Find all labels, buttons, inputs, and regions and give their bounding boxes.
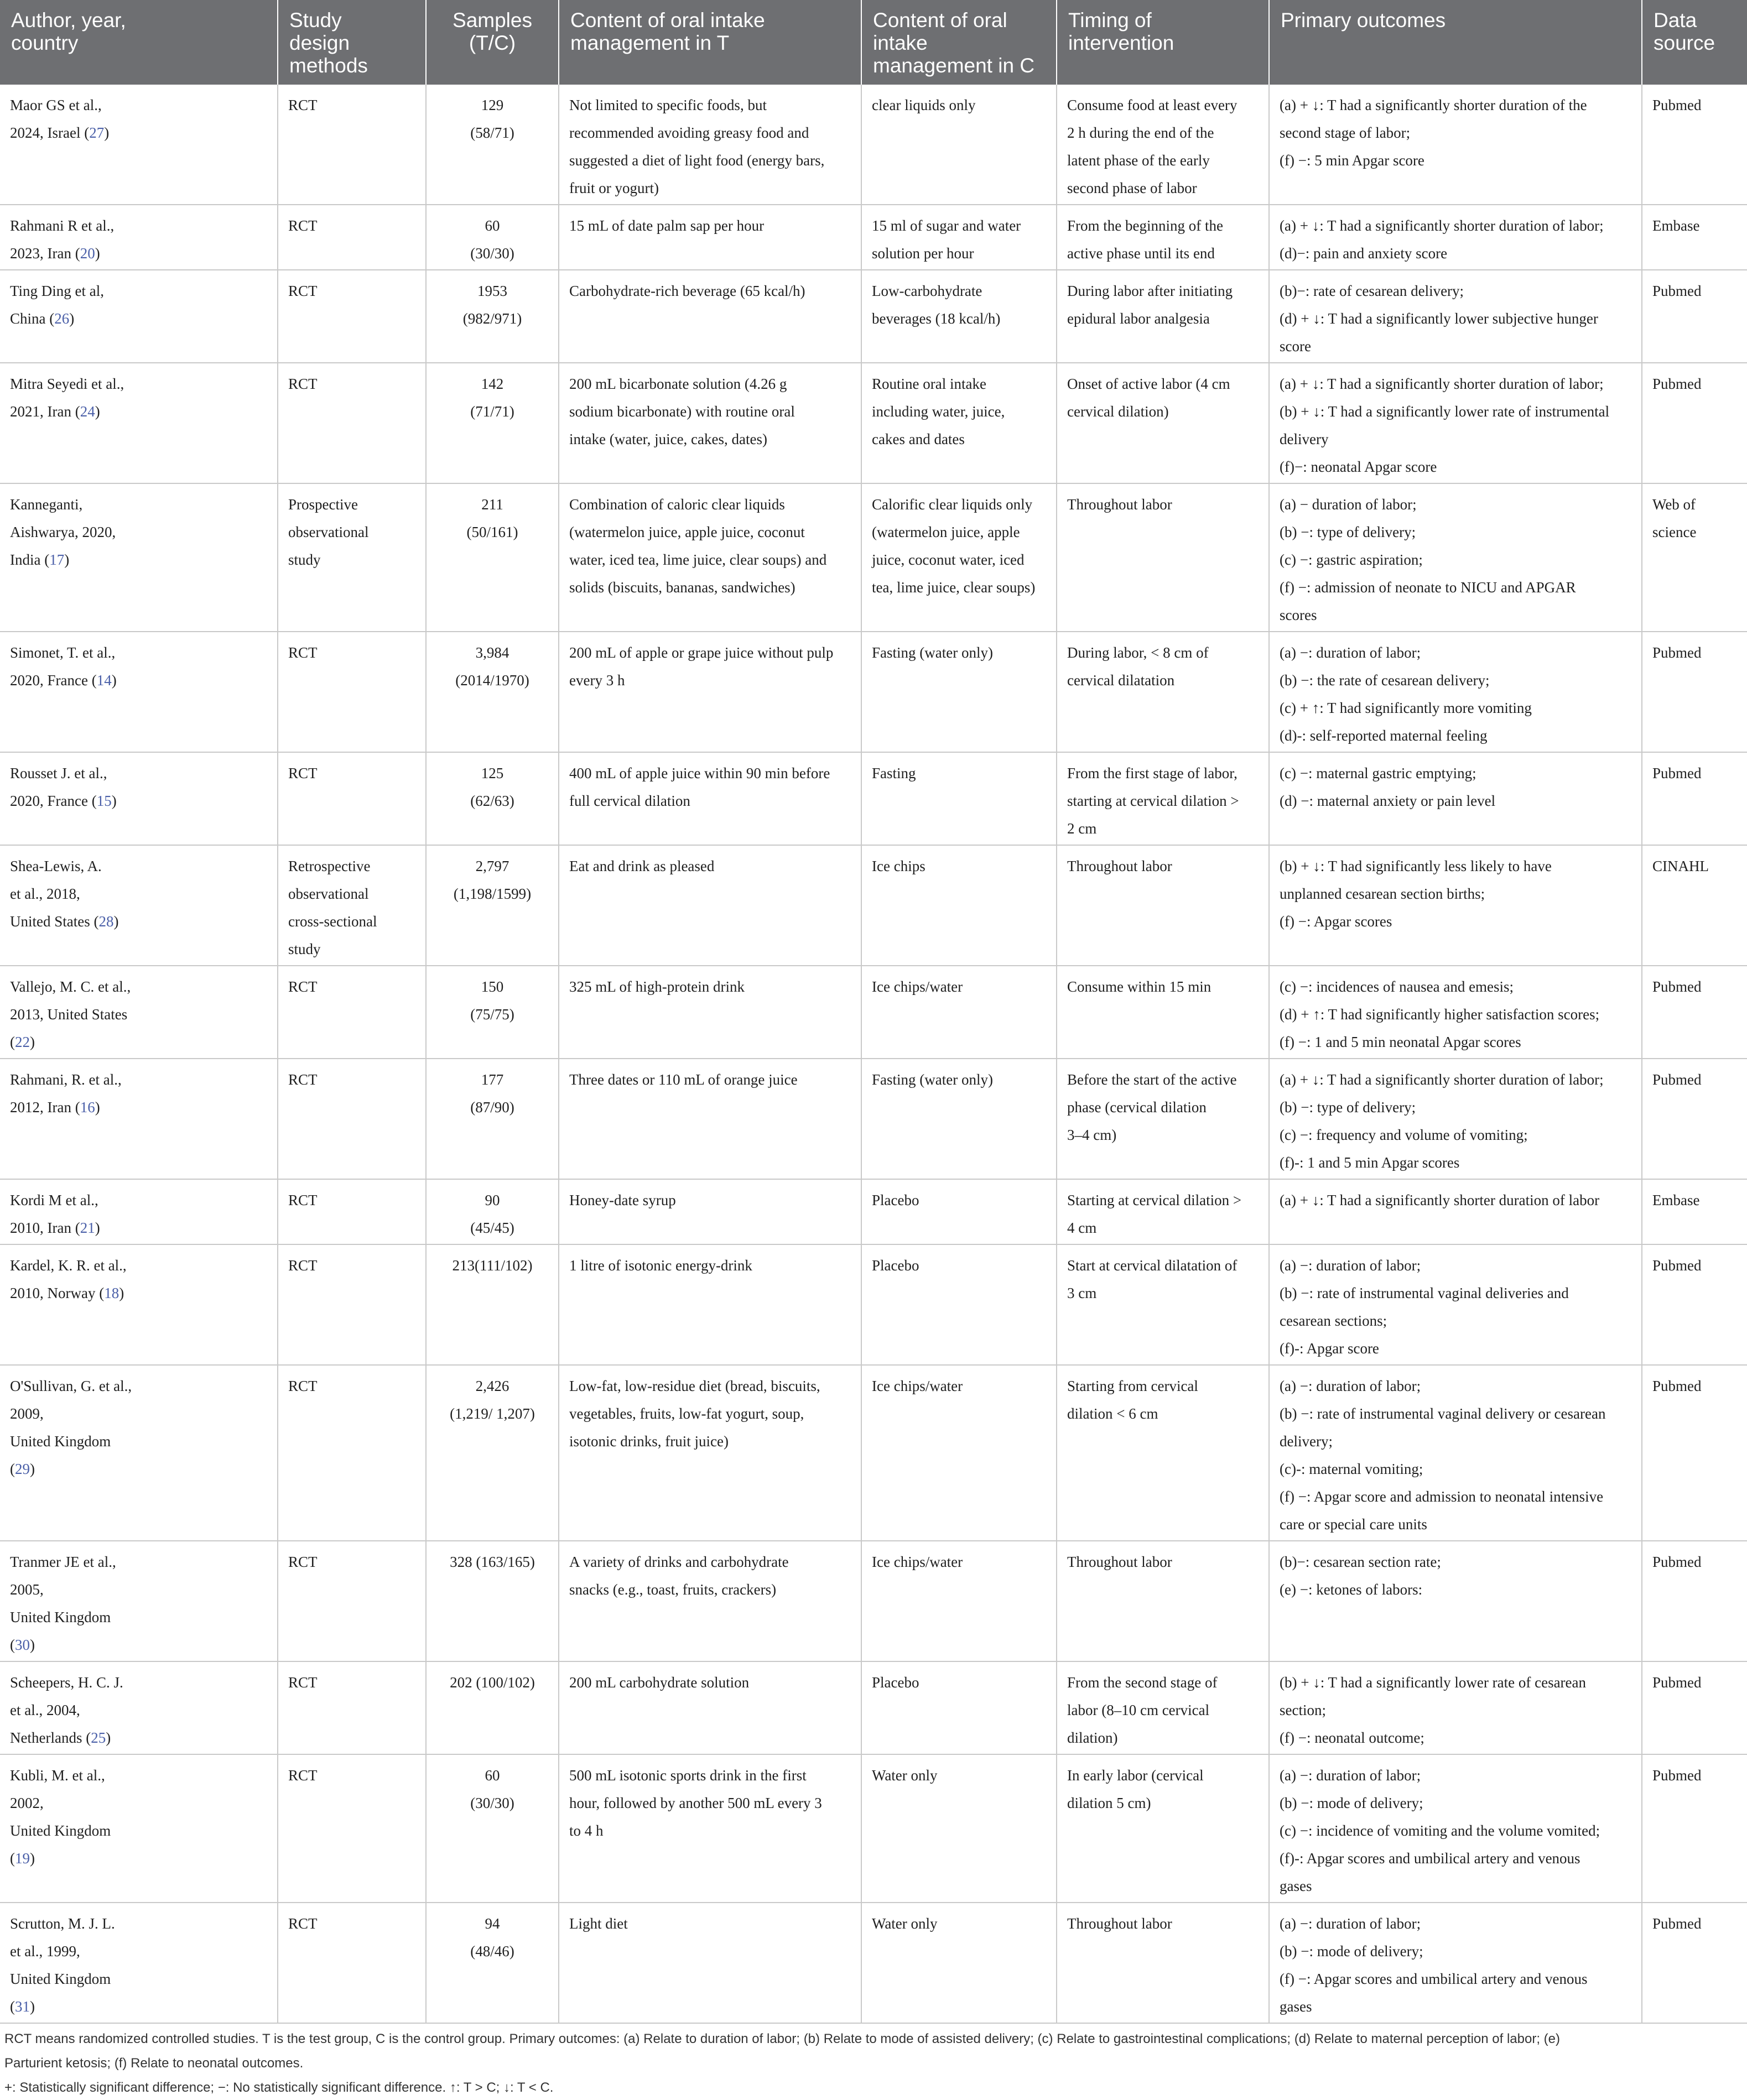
cell-outcomes: (b)−: cesarean section rate; (e) −: ketones of labors:: [1269, 1541, 1642, 1661]
cell-author: [0, 1754, 278, 1903]
cell-design: RCT: [278, 966, 426, 1059]
cell-timing: Consume within 15 min: [1057, 966, 1269, 1059]
cell-outcomes: (a) − duration of labor; (b) −: type of delivery; (c) −: gastric aspiration; (f) −: admission of neonate to NICU and APGAR scores: [1269, 483, 1642, 632]
header-timing: Timing of intervention: [1057, 0, 1269, 85]
cell-intake-t: 325 mL of high-protein drink: [559, 966, 861, 1059]
author-text: Kubli, M. et al., 2002, United Kingdom (: [10, 1767, 111, 1867]
cell-samples: 94 (48/46): [426, 1903, 559, 2023]
reference-link[interactable]: 20: [80, 245, 95, 262]
cell-timing: During labor, < 8 cm of cervical dilatation: [1057, 632, 1269, 752]
cell-outcomes: (b)−: rate of cesarean delivery; (d) + ↓: T had a significantly lower subjective hunger score: [1269, 270, 1642, 363]
cell-author: [0, 1179, 278, 1244]
cell-intake-c: Water only: [861, 1754, 1057, 1903]
reference-close: ): [113, 913, 119, 930]
cell-intake-c: Placebo: [861, 1244, 1057, 1365]
cell-intake-t: Three dates or 110 mL of orange juice: [559, 1059, 861, 1179]
reference-close: ): [104, 124, 110, 141]
cell-author: [0, 363, 278, 483]
cell-source: Pubmed: [1642, 1541, 1747, 1661]
author-text: Vallejo, M. C. et al., 2013, United States (: [10, 978, 131, 1050]
table-row: [0, 1661, 1747, 1754]
cell-source: Pubmed: [1642, 1244, 1747, 1365]
reference-close: ): [30, 1998, 35, 2015]
cell-author: [0, 85, 278, 205]
cell-timing: During labor after initiating epidural labor analgesia: [1057, 270, 1269, 363]
reference-link[interactable]: 27: [89, 124, 105, 141]
reference-close: ): [95, 403, 100, 420]
cell-design: Retrospective observational cross-sectional study: [278, 845, 426, 966]
reference-close: ): [30, 1034, 35, 1050]
cell-outcomes: (b) + ↓: T had significantly less likely to have unplanned cesarean section births; (f) −: Apgar scores: [1269, 845, 1642, 966]
table-row: [0, 270, 1747, 363]
cell-outcomes: (a) + ↓: T had a significantly shorter duration of labor; (b) −: type of delivery; (c) −: frequency and volume of vomiting; (f)-: 1 and 5 min Apgar scores: [1269, 1059, 1642, 1179]
cell-samples: 60 (30/30): [426, 205, 559, 270]
author-text: Ting Ding et al, China (: [10, 283, 105, 327]
cell-samples: 1953 (982/971): [426, 270, 559, 363]
footnote-significance: +: Statistically significant difference; −: No statistically significant difference. ↑: T > C; ↓: T < C.: [4, 2080, 554, 2095]
cell-timing: Start at cervical dilatation of 3 cm: [1057, 1244, 1269, 1365]
reference-close: ): [95, 1099, 100, 1116]
cell-outcomes: (b) + ↓: T had a significantly lower rate of cesarean section; (f) −: neonatal outcome;: [1269, 1661, 1642, 1754]
cell-samples: 150 (75/75): [426, 966, 559, 1059]
cell-samples: 211 (50/161): [426, 483, 559, 632]
cell-intake-c: Placebo: [861, 1661, 1057, 1754]
cell-intake-t: Honey-date syrup: [559, 1179, 861, 1244]
cell-intake-t: 200 mL carbohydrate solution: [559, 1661, 861, 1754]
cell-author: [0, 1903, 278, 2023]
cell-timing: In early labor (cervical dilation 5 cm): [1057, 1754, 1269, 1903]
table-row: [0, 1365, 1747, 1541]
author-text: Rahmani, R. et al., 2012, Iran (: [10, 1071, 122, 1116]
author-text: Scrutton, M. J. L. et al., 1999, United Kingdom (: [10, 1915, 115, 2015]
cell-source: Pubmed: [1642, 363, 1747, 483]
cell-outcomes: (a) −: duration of labor; (b) −: rate of instrumental vaginal deliveries and cesarean sections; (f)-: Apgar score: [1269, 1244, 1642, 1365]
cell-source: Web of science: [1642, 483, 1747, 632]
cell-samples: 125 (62/63): [426, 752, 559, 845]
cell-design: RCT: [278, 85, 426, 205]
cell-intake-c: Calorific clear liquids only (watermelon juice, apple juice, coconut water, iced tea, lime juice, clear soups): [861, 483, 1057, 632]
reference-close: ): [64, 551, 70, 568]
cell-author: [0, 632, 278, 752]
table-row: [0, 845, 1747, 966]
cell-intake-c: Ice chips/water: [861, 1365, 1057, 1541]
reference-link[interactable]: 26: [54, 310, 70, 327]
cell-source: Pubmed: [1642, 1754, 1747, 1903]
cell-author: [0, 845, 278, 966]
cell-outcomes: (a) −: duration of labor; (b) −: the rate of cesarean delivery; (c) + ↑: T had significantly more vomiting (d)-: self-reported maternal feeling: [1269, 632, 1642, 752]
cell-samples: 3,984 (2014/1970): [426, 632, 559, 752]
author-text: Kanneganti, Aishwarya, 2020, India (: [10, 496, 116, 568]
cell-timing: Consume food at least every 2 h during the end of the latent phase of the early second phase of labor: [1057, 85, 1269, 205]
table-row: [0, 966, 1747, 1059]
reference-link[interactable]: 25: [91, 1729, 106, 1746]
cell-design: RCT: [278, 1179, 426, 1244]
header-author: Author, year, country: [0, 0, 278, 85]
cell-source: Pubmed: [1642, 270, 1747, 363]
cell-intake-c: Water only: [861, 1903, 1057, 2023]
header-intake-c: Content of oral intake management in C: [861, 0, 1057, 85]
cell-intake-t: 200 mL bicarbonate solution (4.26 g sodium bicarbonate) with routine oral intake (water, juice, cakes, dates): [559, 363, 861, 483]
reference-close: ): [95, 1220, 100, 1236]
cell-design: RCT: [278, 363, 426, 483]
cell-design: RCT: [278, 1541, 426, 1661]
reference-close: ): [30, 1461, 35, 1477]
table-row: [0, 752, 1747, 845]
cell-timing: Starting at cervical dilation > 4 cm: [1057, 1179, 1269, 1244]
reference-link[interactable]: 15: [96, 793, 112, 809]
cell-samples: 90 (45/45): [426, 1179, 559, 1244]
table-row: [0, 1541, 1747, 1661]
cell-intake-t: Eat and drink as pleased: [559, 845, 861, 966]
reference-link[interactable]: 22: [15, 1034, 30, 1050]
reference-close: ): [30, 1637, 35, 1653]
reference-link[interactable]: 18: [104, 1285, 119, 1301]
reference-link[interactable]: 21: [80, 1220, 95, 1236]
cell-intake-t: 1 litre of isotonic energy-drink: [559, 1244, 861, 1365]
table-row: [0, 205, 1747, 270]
author-text: Tranmer JE et al., 2005, United Kingdom (: [10, 1554, 116, 1653]
cell-intake-c: 15 ml of sugar and water solution per hour: [861, 205, 1057, 270]
cell-timing: Throughout labor: [1057, 845, 1269, 966]
cell-timing: Throughout labor: [1057, 483, 1269, 632]
author-text: Shea-Lewis, A. et al., 2018, United States (: [10, 858, 102, 930]
cell-design: RCT: [278, 752, 426, 845]
cell-timing: Before the start of the active phase (cervical dilation 3–4 cm): [1057, 1059, 1269, 1179]
cell-intake-c: Ice chips: [861, 845, 1057, 966]
table-row: [0, 632, 1747, 752]
cell-timing: From the beginning of the active phase until its end: [1057, 205, 1269, 270]
cell-outcomes: (a) −: duration of labor; (b) −: mode of delivery; (f) −: Apgar scores and umbilical artery and venous gases: [1269, 1903, 1642, 2023]
reference-link[interactable]: 29: [15, 1461, 30, 1477]
cell-intake-t: 500 mL isotonic sports drink in the first hour, followed by another 500 mL every 3 to 4 h: [559, 1754, 861, 1903]
header-samples: Samples (T/C): [426, 0, 559, 85]
cell-outcomes: (a) + ↓: T had a significantly shorter duration of labor; (b) + ↓: T had a significantly lower rate of instrumental delivery (f)−: neonatal Apgar score: [1269, 363, 1642, 483]
reference-link[interactable]: 30: [15, 1637, 30, 1653]
author-text: Simonet, T. et al., 2020, France (: [10, 644, 116, 689]
table-row: [0, 483, 1747, 632]
cell-source: Pubmed: [1642, 632, 1747, 752]
cell-author: [0, 483, 278, 632]
cell-timing: From the second stage of labor (8–10 cm cervical dilation): [1057, 1661, 1269, 1754]
reference-link[interactable]: 28: [98, 913, 114, 930]
table-row: [0, 1244, 1747, 1365]
table-row: [0, 85, 1747, 205]
table-row: [0, 1059, 1747, 1179]
cell-outcomes: (a) −: duration of labor; (b) −: mode of delivery; (c) −: incidence of vomiting and the volume vomited; (f)-: Apgar scores and umbilical artery and venous gases: [1269, 1754, 1642, 1903]
cell-design: Prospective observational study: [278, 483, 426, 632]
cell-design: RCT: [278, 1903, 426, 2023]
reference-link[interactable]: 17: [49, 551, 65, 568]
cell-outcomes: (c) −: maternal gastric emptying; (d) −: maternal anxiety or pain level: [1269, 752, 1642, 845]
cell-source: CINAHL: [1642, 845, 1747, 966]
cell-intake-t: A variety of drinks and carbohydrate snacks (e.g., toast, fruits, crackers): [559, 1541, 861, 1661]
cell-author: [0, 1541, 278, 1661]
cell-intake-c: Routine oral intake including water, juice, cakes and dates: [861, 363, 1057, 483]
cell-intake-t: 200 mL of apple or grape juice without pulp every 3 h: [559, 632, 861, 752]
reference-link[interactable]: 31: [15, 1998, 30, 2015]
cell-author: [0, 1244, 278, 1365]
cell-samples: 328 (163/165): [426, 1541, 559, 1661]
cell-outcomes: (a) + ↓: T had a significantly shorter duration of labor: [1269, 1179, 1642, 1244]
cell-intake-t: 400 mL of apple juice within 90 min before full cervical dilation: [559, 752, 861, 845]
cell-intake-c: Ice chips/water: [861, 1541, 1057, 1661]
cell-intake-c: clear liquids only: [861, 85, 1057, 205]
cell-design: RCT: [278, 1059, 426, 1179]
reference-close: ): [111, 793, 117, 809]
author-text: O'Sullivan, G. et al., 2009, United Kingdom (: [10, 1378, 132, 1477]
reference-close: ): [95, 245, 100, 262]
table-row: [0, 1903, 1747, 2023]
reference-link[interactable]: 19: [15, 1850, 30, 1867]
cell-intake-c: Fasting: [861, 752, 1057, 845]
author-text: Maor GS et al., 2024, Israel (: [10, 97, 102, 141]
cell-source: Embase: [1642, 1179, 1747, 1244]
cell-timing: From the first stage of labor, starting at cervical dilation > 2 cm: [1057, 752, 1269, 845]
cell-intake-t: Low-fat, low-residue diet (bread, biscuits, vegetables, fruits, low-fat yogurt, soup, isotonic drinks, fruit juice): [559, 1365, 861, 1541]
cell-intake-c: Placebo: [861, 1179, 1057, 1244]
cell-source: Pubmed: [1642, 85, 1747, 205]
cell-intake-c: Fasting (water only): [861, 632, 1057, 752]
cell-design: RCT: [278, 270, 426, 363]
table-header: [0, 0, 1747, 85]
cell-intake-t: Not limited to specific foods, but recommended avoiding greasy food and suggested a diet of light food (energy bars, fruit or yogurt): [559, 85, 861, 205]
cell-samples: 60 (30/30): [426, 1754, 559, 1903]
cell-source: Pubmed: [1642, 1661, 1747, 1754]
cell-outcomes: (a) + ↓: T had a significantly shorter duration of labor; (d)−: pain and anxiety score: [1269, 205, 1642, 270]
cell-author: [0, 270, 278, 363]
cell-author: [0, 966, 278, 1059]
cell-samples: 142 (71/71): [426, 363, 559, 483]
reference-link[interactable]: 14: [96, 672, 112, 689]
cell-timing: Throughout labor: [1057, 1903, 1269, 2023]
author-text: Kordi M et al., 2010, Iran (: [10, 1192, 98, 1236]
cell-samples: 129 (58/71): [426, 85, 559, 205]
cell-timing: Onset of active labor (4 cm cervical dilation): [1057, 363, 1269, 483]
cell-timing: Starting from cervical dilation < 6 cm: [1057, 1365, 1269, 1541]
cell-design: RCT: [278, 1661, 426, 1754]
cell-timing: Throughout labor: [1057, 1541, 1269, 1661]
cell-source: Pubmed: [1642, 1365, 1747, 1541]
header-outcomes: Primary outcomes: [1269, 0, 1642, 85]
cell-intake-t: Light diet: [559, 1903, 861, 2023]
cell-design: RCT: [278, 632, 426, 752]
cell-samples: 2,797 (1,198/1599): [426, 845, 559, 966]
reference-close: ): [30, 1850, 35, 1867]
reference-close: ): [119, 1285, 124, 1301]
cell-intake-c: Low-carbohydrate beverages (18 kcal/h): [861, 270, 1057, 363]
cell-intake-t: Carbohydrate-rich beverage (65 kcal/h): [559, 270, 861, 363]
cell-outcomes: (a) + ↓: T had a significantly shorter duration of the second stage of labor; (f) −: 5 min Apgar score: [1269, 85, 1642, 205]
reference-close: ): [69, 310, 75, 327]
cell-samples: 2,426 (1,219/ 1,207): [426, 1365, 559, 1541]
reference-link[interactable]: 24: [80, 403, 95, 420]
reference-link[interactable]: 16: [80, 1099, 95, 1116]
cell-design: RCT: [278, 1754, 426, 1903]
cell-design: RCT: [278, 1365, 426, 1541]
cell-outcomes: (c) −: incidences of nausea and emesis; (d) + ↑: T had significantly higher satisfaction scores; (f) −: 1 and 5 min neonatal Apgar scores: [1269, 966, 1642, 1059]
cell-samples: 202 (100/102): [426, 1661, 559, 1754]
reference-close: ): [106, 1729, 111, 1746]
table-row: [0, 1754, 1747, 1903]
author-text: Kardel, K. R. et al., 2010, Norway (: [10, 1257, 127, 1301]
footnote-definitions: RCT means randomized controlled studies. T is the test group, C is the control group. Primary outcomes: (a) Relate to duration of labor; (b) Relate to mode of assisted delivery; (c) Relate to gastrointestinal complications; (d) Relate to maternal perception of labor; (e) Parturient ketosis; (f) Relate to neonatal outcomes.: [4, 2031, 1560, 2071]
author-text: Scheepers, H. C. J. et al., 2004, Netherlands (: [10, 1674, 123, 1746]
cell-intake-c: Ice chips/water: [861, 966, 1057, 1059]
cell-intake-t: Combination of caloric clear liquids (watermelon juice, apple juice, coconut water, iced tea, lime juice, clear soups) and solids (biscuits, bananas, sandwiches): [559, 483, 861, 632]
cell-source: Embase: [1642, 205, 1747, 270]
cell-intake-t: 15 mL of date palm sap per hour: [559, 205, 861, 270]
cell-intake-c: Fasting (water only): [861, 1059, 1057, 1179]
reference-close: ): [111, 672, 117, 689]
cell-source: Pubmed: [1642, 966, 1747, 1059]
table-row: [0, 1179, 1747, 1244]
cell-source: Pubmed: [1642, 1903, 1747, 2023]
header-intake-t: Content of oral intake management in T: [559, 0, 861, 85]
cell-author: [0, 1365, 278, 1541]
cell-outcomes: (a) −: duration of labor; (b) −: rate of instrumental vaginal delivery or cesarean delivery; (c)-: maternal vomiting; (f) −: Apgar score and admission to neonatal intensive care or special care units: [1269, 1365, 1642, 1541]
cell-source: Pubmed: [1642, 752, 1747, 845]
cell-design: RCT: [278, 1244, 426, 1365]
author-text: Rahmani R et al., 2023, Iran (: [10, 217, 115, 262]
cell-samples: 177 (87/90): [426, 1059, 559, 1179]
cell-source: Pubmed: [1642, 1059, 1747, 1179]
table-body: [0, 85, 1747, 2023]
author-text: Mitra Seyedi et al., 2021, Iran (: [10, 376, 124, 420]
author-text: Rousset J. et al., 2020, France (: [10, 765, 107, 809]
cell-author: [0, 1059, 278, 1179]
cell-author: [0, 752, 278, 845]
cell-samples: 213(111/102): [426, 1244, 559, 1365]
table-row: [0, 363, 1747, 483]
cell-author: [0, 205, 278, 270]
header-design: Study design methods: [278, 0, 426, 85]
cell-design: RCT: [278, 205, 426, 270]
cell-author: [0, 1661, 278, 1754]
header-source: Data source: [1642, 0, 1747, 85]
header-row: [0, 0, 1747, 85]
